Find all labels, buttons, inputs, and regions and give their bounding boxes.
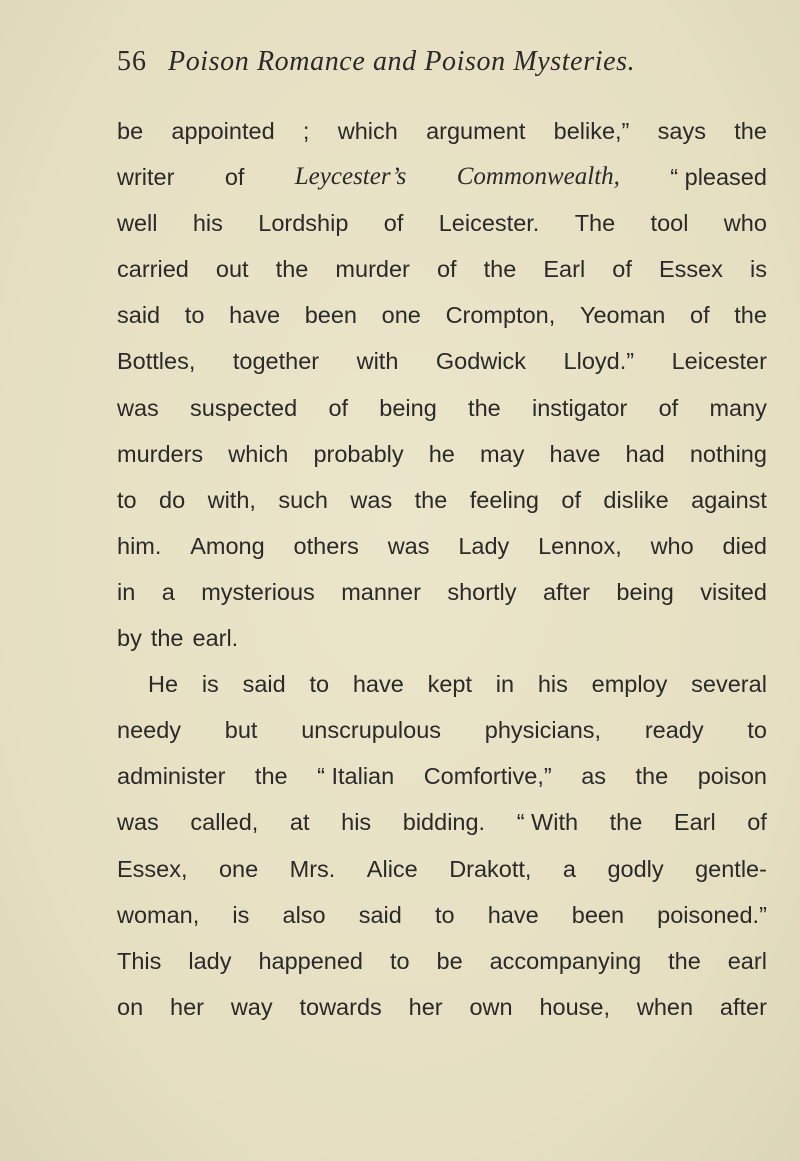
word: unscrupulous xyxy=(301,717,442,744)
word: gentle- xyxy=(695,855,767,882)
word: “ pleased xyxy=(670,164,767,191)
text-line xyxy=(117,707,767,753)
word: Earl xyxy=(673,809,716,836)
word: Yeoman xyxy=(579,302,666,329)
word: been xyxy=(571,901,625,928)
word: have xyxy=(487,901,539,928)
word: being xyxy=(379,394,437,421)
text-line xyxy=(117,154,767,200)
word: Lady xyxy=(458,532,510,559)
text-line xyxy=(117,292,767,338)
word: he xyxy=(428,440,455,467)
running-title: Poison Romance and Poison Mysteries. xyxy=(168,46,636,77)
text-line xyxy=(117,661,767,707)
word: suspected xyxy=(190,394,298,421)
word: woman, xyxy=(117,901,200,928)
word: Lennox, xyxy=(538,532,622,559)
word: Essex xyxy=(658,256,723,283)
word: of xyxy=(690,302,710,329)
text-line xyxy=(117,569,767,615)
text-line xyxy=(117,200,767,246)
word: manner xyxy=(341,578,421,605)
word: had xyxy=(625,440,665,467)
text-line xyxy=(117,846,767,892)
word: Lloyd.” xyxy=(563,348,635,375)
word: Alice xyxy=(366,855,418,882)
word: the xyxy=(414,486,448,513)
word: Essex, xyxy=(117,855,188,882)
word: bidding. xyxy=(402,809,486,836)
word: accompanying xyxy=(489,947,642,974)
word: is xyxy=(201,671,219,698)
word: to xyxy=(309,671,330,698)
text-line xyxy=(117,753,767,799)
word: been xyxy=(304,302,357,329)
word: mysterious xyxy=(201,578,315,605)
word: instigator xyxy=(531,394,628,421)
word: of xyxy=(436,256,457,283)
word: of xyxy=(383,210,404,237)
word: to xyxy=(434,901,455,928)
word: a xyxy=(161,578,175,605)
text-line xyxy=(117,984,767,1030)
word: of xyxy=(658,394,679,421)
word: the xyxy=(254,763,288,790)
word: was xyxy=(117,394,159,421)
word: Comfortive,” xyxy=(423,763,552,790)
word: godly xyxy=(607,855,664,882)
word: towards xyxy=(299,993,382,1020)
word: his xyxy=(192,210,223,237)
text-line xyxy=(117,799,767,845)
word: ready xyxy=(644,717,704,744)
word: Lordship xyxy=(258,210,349,237)
word: argument xyxy=(426,118,526,144)
word: with xyxy=(356,348,399,375)
word: who xyxy=(650,532,694,559)
word: Crompton, xyxy=(445,302,556,329)
word: said xyxy=(358,901,402,928)
word: her xyxy=(408,993,443,1020)
word: the xyxy=(483,256,517,283)
word: “ Italian xyxy=(317,763,395,790)
word: against xyxy=(691,486,767,513)
word: happened xyxy=(258,947,363,974)
word: feeling xyxy=(469,486,539,513)
word: earl xyxy=(727,947,767,974)
word: on xyxy=(117,993,144,1020)
word: kept xyxy=(427,671,472,698)
word: others xyxy=(293,532,359,559)
word: after xyxy=(542,578,590,605)
word: the xyxy=(609,809,643,836)
word: one xyxy=(218,855,259,882)
word: of xyxy=(747,809,767,836)
word: many xyxy=(709,394,767,421)
word: poisoned.” xyxy=(657,901,767,928)
word: have xyxy=(229,302,281,329)
page-number: 56 xyxy=(117,46,147,77)
running-head xyxy=(117,42,757,82)
word: as xyxy=(581,763,607,790)
body-text xyxy=(117,108,767,1030)
word: the xyxy=(150,625,184,652)
word: writer xyxy=(117,164,175,191)
word: He xyxy=(148,671,179,698)
text-line xyxy=(117,431,767,477)
word: the xyxy=(468,394,501,421)
word: of xyxy=(224,164,245,191)
word: poison xyxy=(697,763,767,790)
word: administer xyxy=(117,763,226,790)
word: to xyxy=(747,717,767,744)
word: house, xyxy=(539,993,611,1020)
word: out xyxy=(215,256,249,283)
word: well xyxy=(117,210,158,237)
word: way xyxy=(230,993,273,1020)
word: the xyxy=(734,118,767,144)
word: several xyxy=(691,671,767,698)
word: own xyxy=(469,993,513,1020)
text-line xyxy=(117,477,767,523)
word: have xyxy=(549,440,601,467)
word: lady xyxy=(188,947,232,974)
word: being xyxy=(616,578,674,605)
word: in xyxy=(495,671,515,698)
word: Leicester. xyxy=(438,210,540,237)
word: Earl xyxy=(543,256,586,283)
word: “ With xyxy=(516,809,579,836)
word: employ xyxy=(591,671,668,698)
word: Leicester xyxy=(671,348,767,375)
word: which xyxy=(337,118,398,144)
word: This xyxy=(117,947,162,974)
word: died xyxy=(722,532,767,559)
word: Godwick xyxy=(435,348,527,375)
text-line xyxy=(117,892,767,938)
word: murder xyxy=(335,256,410,283)
word: of xyxy=(328,394,349,421)
word: is xyxy=(750,256,767,283)
text-line xyxy=(117,108,767,154)
word: have xyxy=(352,671,404,698)
word: called, xyxy=(190,809,259,836)
word: Drakott, xyxy=(449,855,532,882)
word: the xyxy=(734,302,767,329)
word: murders xyxy=(117,440,204,467)
word: him. xyxy=(117,532,162,559)
word: to xyxy=(389,947,410,974)
word: be xyxy=(436,947,463,974)
word: to xyxy=(184,302,205,329)
word: belike,” xyxy=(553,118,630,144)
text-line xyxy=(117,338,767,384)
text-line xyxy=(117,523,767,569)
word: shortly xyxy=(447,578,517,605)
word: in xyxy=(117,578,136,605)
word: to xyxy=(117,486,137,513)
word: at xyxy=(289,809,310,836)
word: was xyxy=(350,486,393,513)
word: Among xyxy=(190,532,265,559)
word: appointed xyxy=(171,118,275,144)
word: such xyxy=(278,486,328,513)
word: who xyxy=(723,210,767,237)
word: his xyxy=(537,671,568,698)
word: was xyxy=(117,809,159,836)
word: his xyxy=(341,809,372,836)
word: her xyxy=(170,993,204,1020)
word: ; xyxy=(302,118,310,144)
word: one xyxy=(381,302,421,329)
word: Commonwealth, xyxy=(456,163,620,191)
word: of xyxy=(561,486,581,513)
word: carried xyxy=(117,256,189,283)
word: together xyxy=(232,348,320,375)
word: be xyxy=(117,118,144,144)
word: The xyxy=(574,210,616,237)
word: says xyxy=(657,118,706,144)
word: may xyxy=(479,440,525,467)
word: but xyxy=(224,717,258,744)
word: Mrs. xyxy=(289,855,336,882)
word: visited xyxy=(700,578,767,605)
word: do xyxy=(159,486,186,513)
word: of xyxy=(612,256,632,283)
text-line xyxy=(117,385,767,431)
word: when xyxy=(636,993,694,1020)
word: said xyxy=(242,671,286,698)
word: by xyxy=(117,625,142,652)
word: a xyxy=(562,855,576,882)
word: also xyxy=(282,901,326,928)
text-line xyxy=(117,938,767,984)
word: the xyxy=(635,763,669,790)
word: which xyxy=(228,440,289,467)
text-line xyxy=(117,246,767,292)
word: after xyxy=(719,993,767,1020)
word: nothing xyxy=(689,440,767,467)
word: Bottles, xyxy=(117,348,196,375)
text-line xyxy=(117,615,767,661)
word: with, xyxy=(207,486,256,513)
word: the xyxy=(275,256,309,283)
word: dislike xyxy=(603,486,669,513)
word: Leycester’s xyxy=(294,163,407,191)
word: is xyxy=(232,901,250,928)
word: probably xyxy=(313,440,404,467)
word: the xyxy=(668,947,701,974)
word: needy xyxy=(117,717,182,744)
word: earl. xyxy=(192,625,239,652)
word: tool xyxy=(650,210,689,237)
word: physicians, xyxy=(484,717,602,744)
word: said xyxy=(117,302,161,329)
word: was xyxy=(387,532,430,559)
